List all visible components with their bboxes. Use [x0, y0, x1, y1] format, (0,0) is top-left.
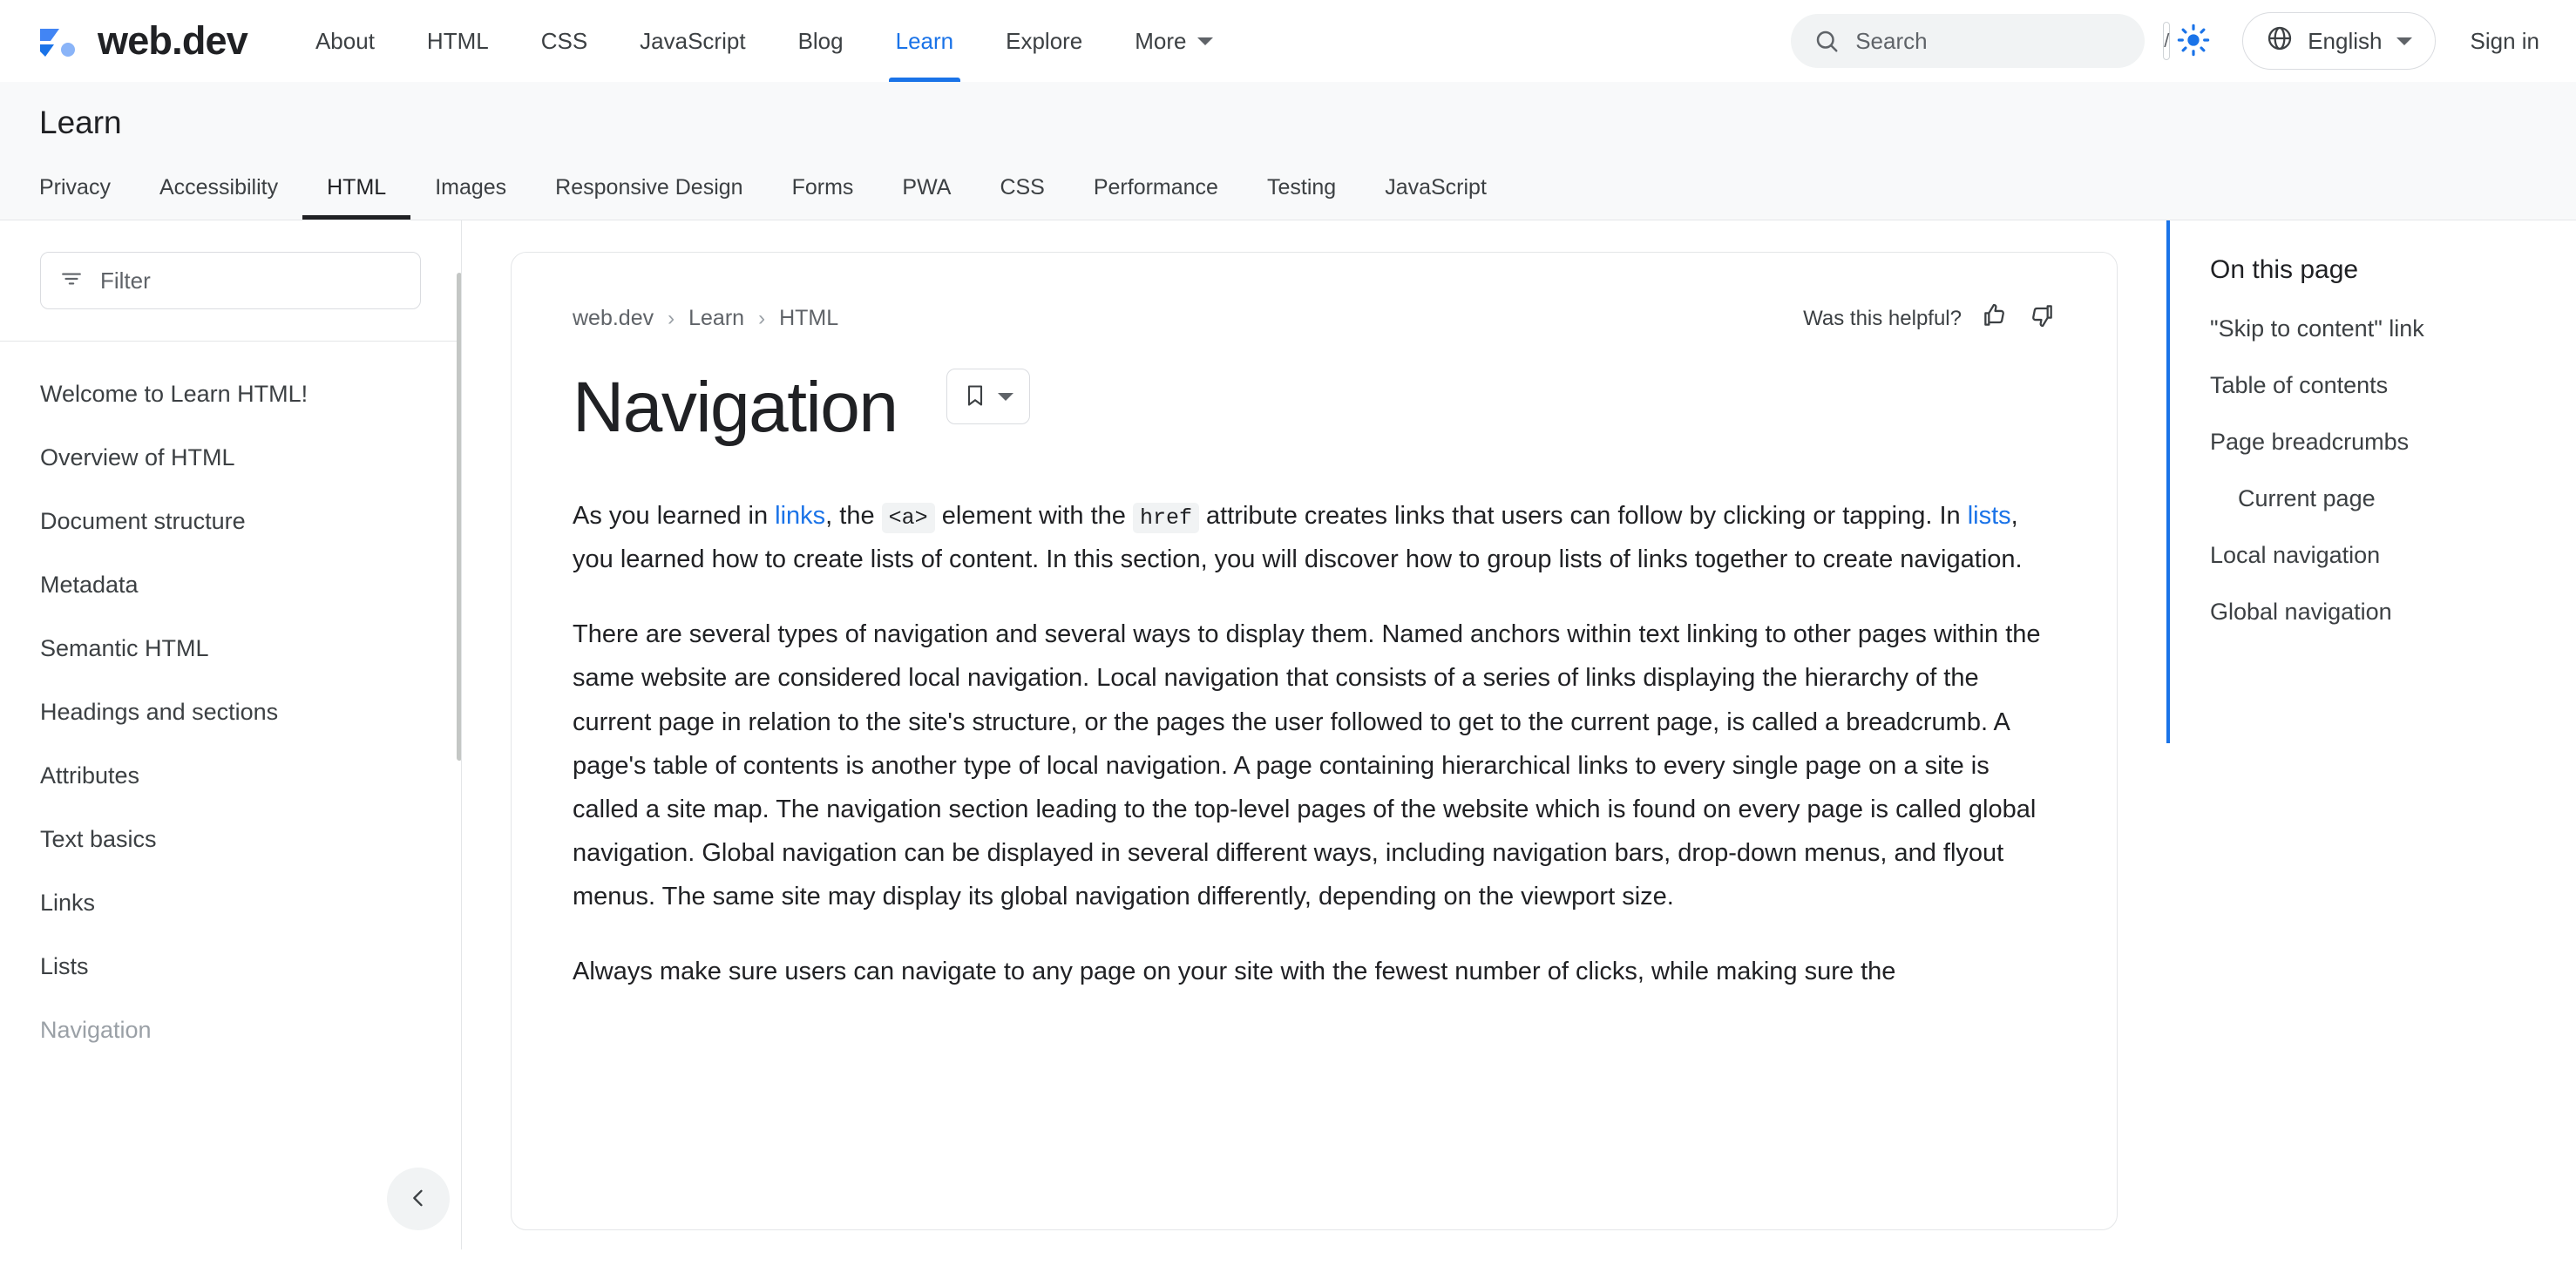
p1-text-4: attribute creates links that users can follow by clicking or tapping. In [1199, 502, 1968, 530]
paragraph-2: There are several types of navigation and several ways to display them. Named anchors within text linking to other pages within the same website are considered local navigation. Local navigation that consists of a series of links displaying the hierarchy of the current page in relation to the site's structure, or the pages the user followed to get to the current page, is called a breadcrumb. A page's table of contents is another type of local navigation. A page containing hierarchical links to every single page on a site is called a site map. The navigation section leading to the top-level pages of the website which is found on every page is called global navigation. Global navigation can be displayed in several different ways, including navigation bars, drop-down menus, and flyout menus. The same site may display its global navigation differently, depending on the viewport size. [573, 620, 2041, 911]
sign-in-link[interactable]: Sign in [2470, 27, 2539, 54]
list-item [0, 490, 461, 553]
filter-box[interactable] [40, 252, 421, 309]
filter-input[interactable] [98, 267, 401, 295]
sidebar-item-text-basics[interactable]: Text basics [40, 826, 157, 852]
sidebar-nav-list [0, 342, 461, 1062]
code-href-attribute: href [1133, 503, 1199, 533]
article-card [511, 252, 2118, 1230]
sidebar-item-navigation[interactable]: Navigation [40, 1017, 152, 1043]
filter-icon [60, 267, 83, 294]
sidebar-collapse-button[interactable] [387, 1168, 450, 1230]
search-box[interactable] [1791, 14, 2170, 68]
p1-text-3: element with the [934, 502, 1133, 530]
page-body [0, 220, 2576, 1249]
globe-icon [2266, 24, 2294, 58]
tab-html[interactable]: HTML [302, 175, 410, 220]
sun-icon [2177, 24, 2210, 59]
nav-item-explore[interactable]: Explore [1006, 28, 1083, 54]
sidebar [0, 220, 462, 1249]
link-links[interactable]: links [775, 502, 826, 530]
tab-accessibility[interactable]: Accessibility [159, 175, 279, 200]
list-item [2210, 584, 2576, 640]
list-item [0, 617, 461, 680]
nav-item-more[interactable] [1108, 0, 1238, 82]
list-item [2210, 414, 2576, 471]
sidebar-scrollbar[interactable] [457, 273, 462, 761]
breadcrumb-separator: › [758, 306, 766, 330]
list-item [0, 808, 461, 871]
sidebar-item-document-structure[interactable]: Document structure [40, 508, 246, 534]
list-item [0, 680, 461, 744]
toc-item-global-navigation[interactable]: Global navigation [2210, 599, 2392, 625]
toc-item-current-page[interactable]: Current page [2238, 485, 2376, 511]
p1-text-2: , the [825, 502, 882, 530]
nav-item-learn[interactable]: Learn [870, 0, 980, 82]
list-item [0, 426, 461, 490]
list-item [0, 744, 461, 808]
tab-css[interactable]: CSS [1000, 175, 1045, 200]
nav-item-about[interactable]: About [315, 28, 375, 54]
nav-item-blog[interactable]: Blog [797, 28, 844, 54]
list-item [0, 553, 461, 617]
nav-item-more-label: More [1135, 28, 1187, 54]
bookmark-icon [963, 383, 987, 410]
tab-responsive-design[interactable]: Responsive Design [555, 175, 743, 200]
sidebar-item-metadata[interactable]: Metadata [40, 572, 139, 598]
sidebar-item-attributes[interactable]: Attributes [40, 762, 140, 789]
article-body [573, 494, 2056, 994]
sidebar-item-headings-and-sections[interactable]: Headings and sections [40, 699, 279, 725]
breadcrumb-item-learn[interactable]: Learn [688, 306, 745, 330]
list-item [0, 362, 461, 426]
language-selector[interactable] [2242, 12, 2435, 70]
tab-forms[interactable]: Forms [791, 175, 854, 200]
main-content [462, 220, 2118, 1249]
tab-images[interactable]: Images [435, 175, 507, 200]
paragraph-3: Always make sure users can navigate to any page on your site with the fewest number of clicks, while making sure the [573, 958, 1896, 986]
bookmark-button[interactable] [946, 369, 1030, 424]
page-title: Navigation [573, 368, 898, 447]
toc-list [2210, 301, 2576, 640]
breadcrumb-item-webdev[interactable]: web.dev [573, 306, 654, 330]
toc-title: On this page [2210, 255, 2359, 284]
feedback-widget [1803, 301, 2056, 335]
search-icon [1813, 28, 1840, 54]
sidebar-item-overview[interactable]: Overview of HTML [40, 444, 235, 471]
table-of-contents [2166, 220, 2576, 743]
list-item [2210, 527, 2576, 584]
thumb-up-icon[interactable] [1981, 301, 2009, 335]
code-anchor-element: <a> [882, 503, 935, 533]
header-actions [1791, 12, 2539, 70]
list-item [2210, 357, 2576, 414]
tab-performance[interactable]: Performance [1093, 175, 1218, 200]
list-item [0, 871, 461, 935]
site-logo-text: web.dev [98, 18, 247, 63]
tab-pwa[interactable]: PWA [902, 175, 952, 200]
sidebar-item-welcome[interactable]: Welcome to Learn HTML! [40, 381, 308, 407]
theme-toggle-button[interactable] [2171, 18, 2216, 64]
nav-item-css[interactable]: CSS [540, 28, 588, 54]
tab-javascript[interactable]: JavaScript [1385, 175, 1487, 200]
sidebar-item-lists[interactable]: Lists [40, 953, 89, 979]
toc-item-skip-to-content-link[interactable]: "Skip to content" link [2210, 315, 2424, 342]
site-header [0, 0, 2576, 82]
paragraph-1 [573, 494, 2056, 581]
tab-privacy[interactable]: Privacy [39, 175, 111, 200]
toc-item-local-navigation[interactable]: Local navigation [2210, 542, 2381, 568]
section-header [0, 82, 2576, 220]
list-item [2210, 471, 2576, 527]
chevron-left-icon [406, 1186, 430, 1213]
breadcrumb-item-html[interactable]: HTML [779, 306, 839, 330]
feedback-question: Was this helpful? [1803, 306, 1962, 330]
site-logo[interactable] [37, 18, 247, 64]
toc-item-table-of-contents[interactable]: Table of contents [2210, 372, 2389, 398]
p1-text-1: As you learned in [573, 502, 776, 530]
breadcrumb-separator: › [668, 306, 675, 330]
list-item [2210, 301, 2576, 357]
section-tabs [37, 157, 2539, 220]
sidebar-item-links[interactable]: Links [40, 890, 96, 916]
primary-nav [289, 0, 1239, 82]
chevron-down-icon [1197, 37, 1213, 45]
webdev-logo-icon [37, 18, 82, 64]
language-label: English [2308, 27, 2383, 54]
link-lists[interactable]: lists [1967, 502, 2011, 530]
article-top-row [573, 301, 2056, 335]
p1-text-5: , you learned how to create lists of content. In this section, you will discover how to group lists of links together to create navigation. [573, 502, 2023, 574]
search-input[interactable] [1855, 28, 2147, 55]
section-title: Learn [39, 105, 122, 140]
list-item [0, 999, 461, 1062]
title-row [573, 335, 2056, 457]
toc-item-page-breadcrumbs[interactable]: Page breadcrumbs [2210, 429, 2410, 455]
search-shortcut-key: / [2163, 22, 2170, 60]
sidebar-item-semantic-html[interactable]: Semantic HTML [40, 635, 209, 661]
chevron-down-icon [2396, 37, 2412, 45]
tab-testing[interactable]: Testing [1266, 175, 1337, 200]
chevron-down-icon [998, 393, 1013, 401]
nav-item-html[interactable]: HTML [426, 28, 489, 54]
thumb-down-icon[interactable] [2028, 301, 2056, 335]
breadcrumb [573, 306, 838, 331]
list-item [0, 935, 461, 999]
nav-item-javascript[interactable]: JavaScript [640, 28, 746, 54]
